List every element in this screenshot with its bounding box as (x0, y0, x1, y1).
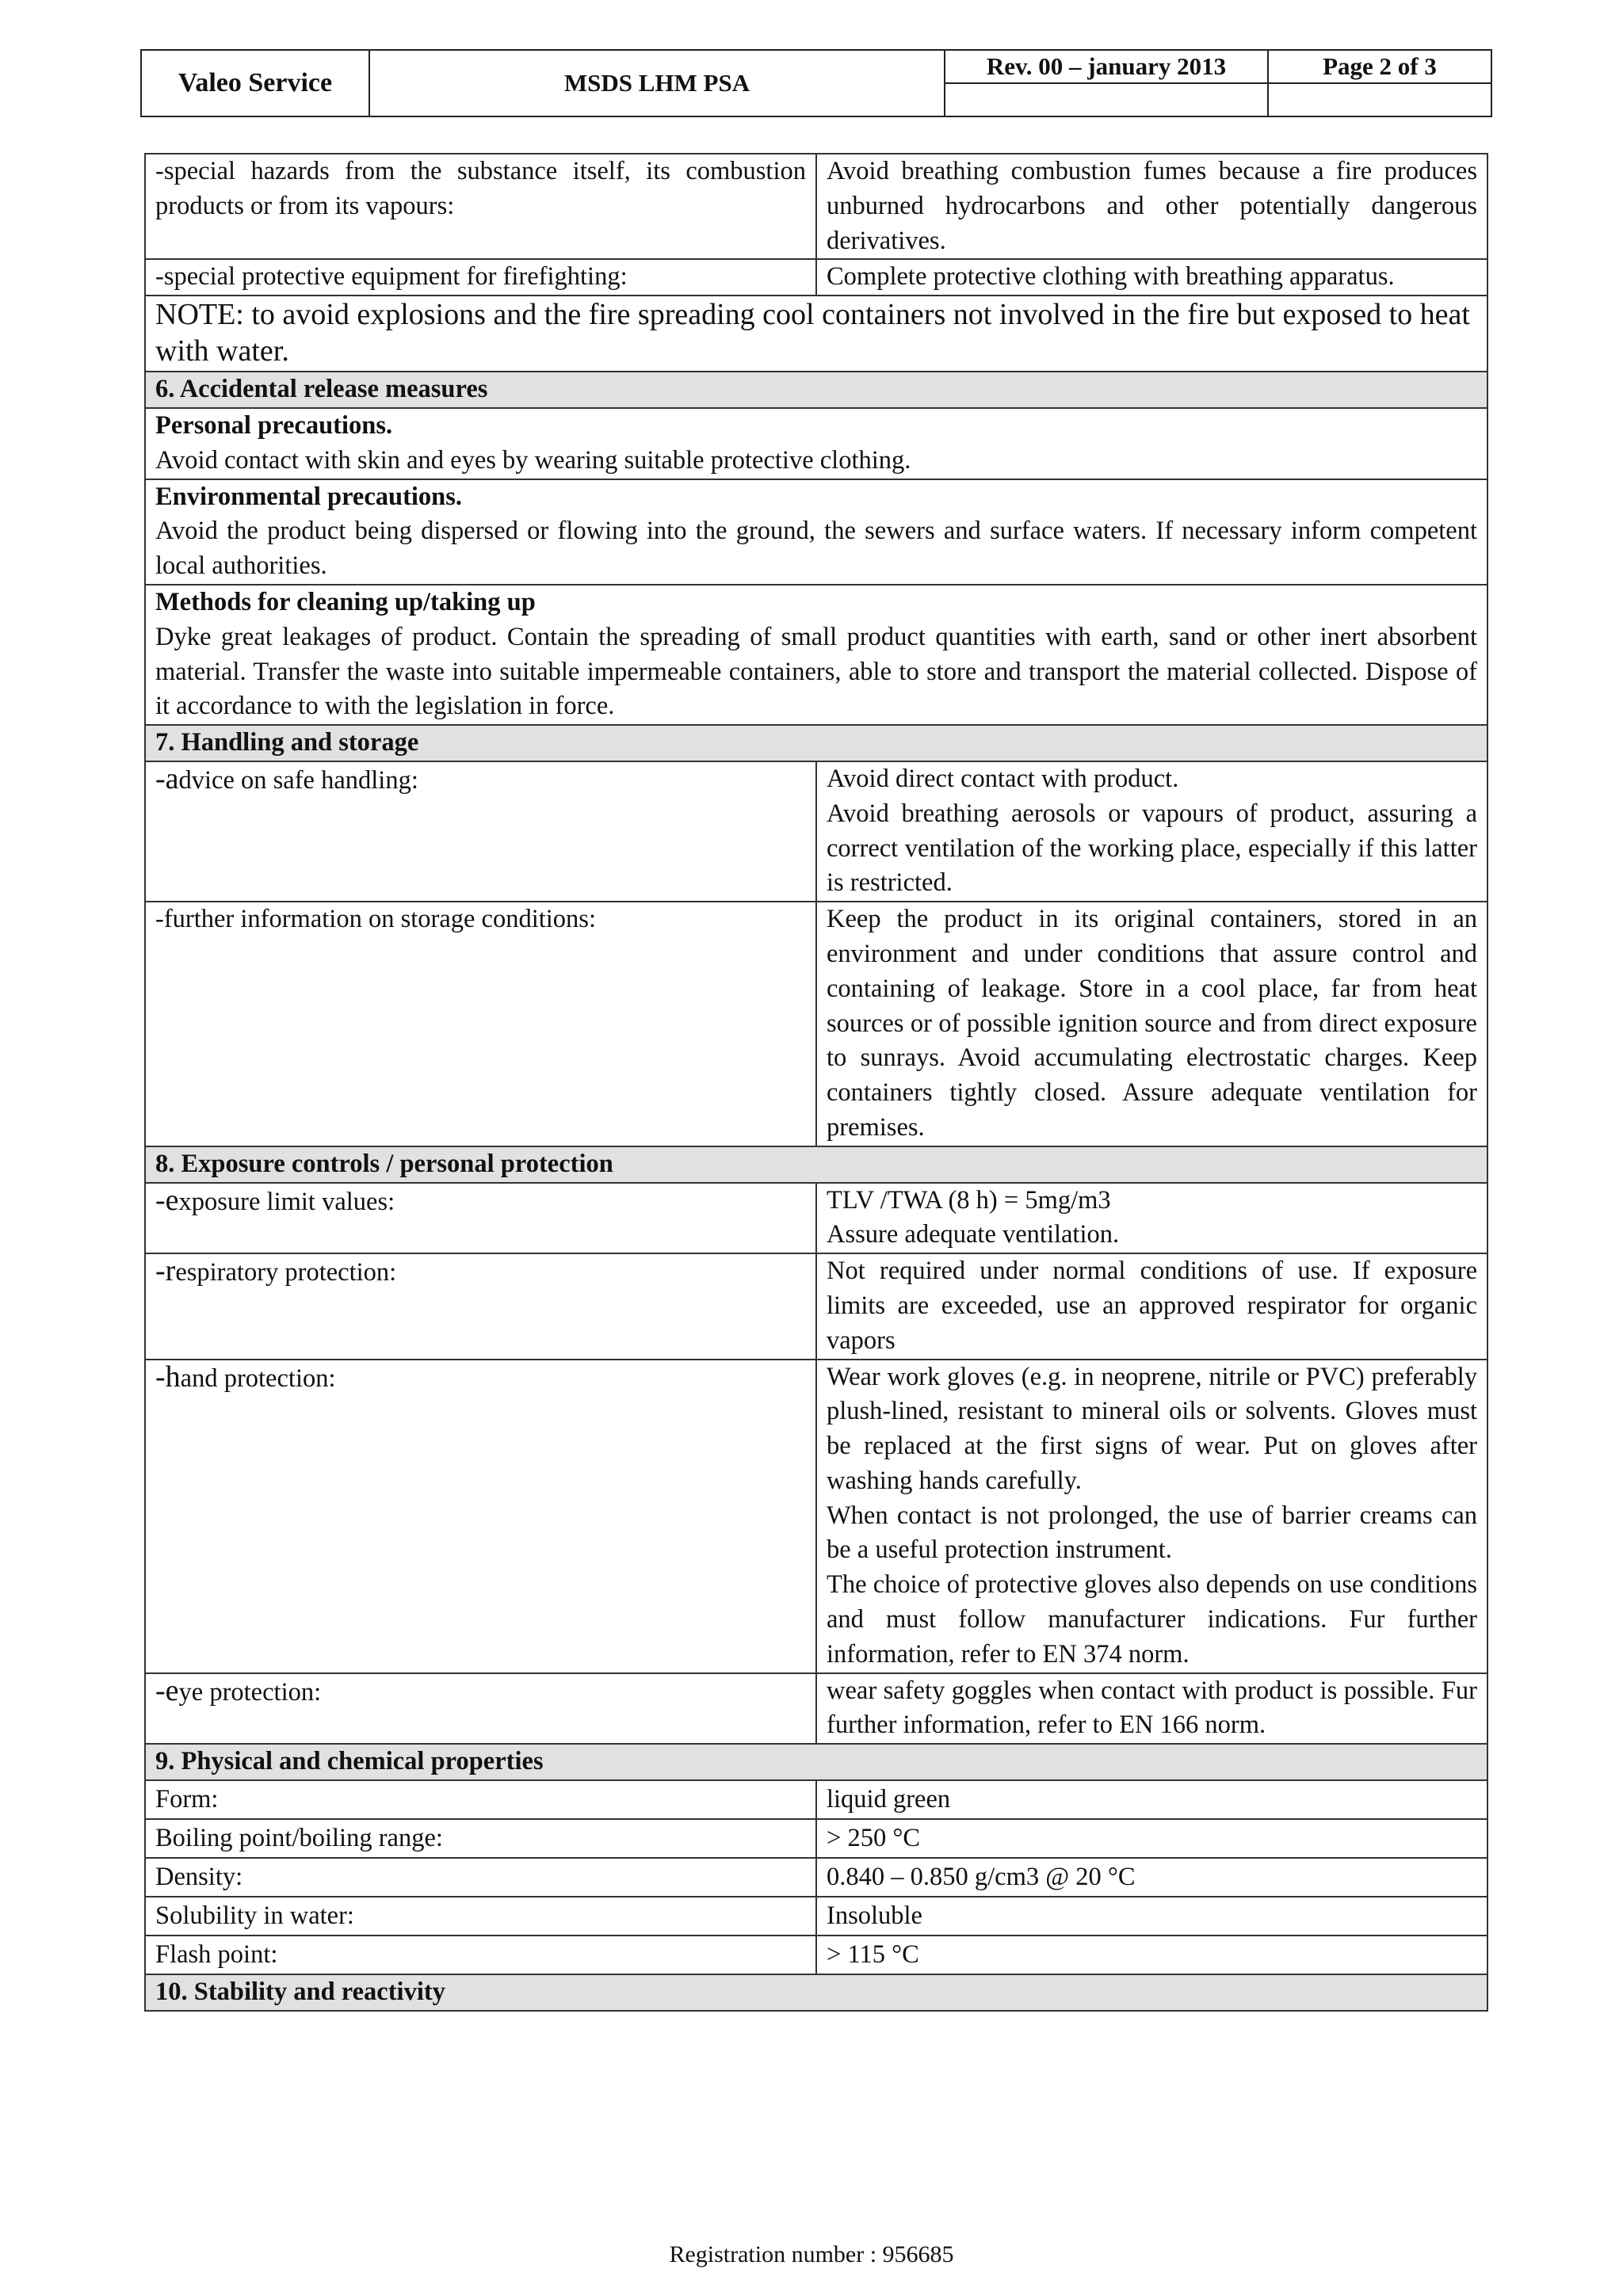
section-heading (145, 372, 1487, 408)
property-name: Form: (145, 1780, 816, 1819)
table-row (145, 154, 1487, 259)
value-line: Avoid breathing aerosols or vapours of product, assuring a correct ventilation of the working place, especially if this latter is restricted. (827, 799, 1477, 898)
table-row (145, 479, 1487, 585)
label-text: espiratory protection: (175, 1258, 397, 1287)
environmental-precautions (145, 479, 1487, 585)
row-label (145, 761, 816, 902)
fire-note: NOTE: to avoid explosions and the fire spreading cool containers not involved in the fire but exposed to heat with water. (145, 296, 1487, 372)
table-row (145, 408, 1487, 479)
table-row (145, 1183, 1487, 1254)
label-text: further information on storage conditions: (163, 905, 596, 934)
value-line: Avoid direct contact with product. (827, 764, 1179, 793)
section-heading (145, 1974, 1487, 2011)
row-value: Avoid breathing combustion fumes because a fire produces unburned hydrocarbons and other potentially dangerous derivatives. (816, 154, 1487, 259)
table-row (145, 761, 1487, 902)
environmental-precautions-title: Environmental precautions. (155, 482, 463, 511)
page-number: Page 2 of 3 (1268, 50, 1491, 83)
property-value: 0.840 – 0.850 g/cm3 @ 20 °C (816, 1858, 1487, 1897)
value-line: The choice of protective gloves also depends on use conditions and must follow manufacturer indications. Fur further information, refer to EN 374 norm. (827, 1570, 1477, 1669)
label-prefix: -r (155, 1254, 176, 1288)
personal-precautions-title: Personal precautions. (155, 410, 393, 440)
table-row (145, 1673, 1487, 1745)
environmental-precautions-text: Avoid the product being dispersed or flowing into the ground, the sewers and surface waters. If necessary inform competent local authorities. (155, 517, 1477, 581)
row-label (145, 1360, 816, 1673)
table-row (145, 1858, 1487, 1897)
value-line: Not required under normal conditions of use. If exposure limits are exceeded, use an approved respirator for organic vapors (827, 1257, 1477, 1355)
label-text: dvice on safe handling: (178, 765, 418, 795)
row-value (816, 1673, 1487, 1745)
personal-precautions-text: Avoid contact with skin and eyes by wearing suitable protective clothing. (155, 445, 911, 475)
value-line: TLV /TWA (8 h) = 5mg/m3 (827, 1185, 1111, 1215)
property-value: Insoluble (816, 1897, 1487, 1936)
value-line: Wear work gloves (e.g. in neoprene, nitrile or PVC) preferably plush-lined, resistant to mineral oils or solvents. Gloves must be replaced at the first signs of wear. Put on gloves after washing hands carefully. (827, 1362, 1477, 1495)
label-prefix: - (155, 905, 164, 934)
cleaning-methods-title: Methods for cleaning up/taking up (155, 587, 536, 616)
property-name: Boiling point/boiling range: (145, 1819, 816, 1858)
section-7-title: 7. Handling and storage (145, 725, 1487, 761)
company-name: Valeo Service (141, 50, 369, 116)
table-row (145, 296, 1487, 372)
cleaning-methods (145, 585, 1487, 725)
row-value (816, 1253, 1487, 1359)
value-line: Keep the product in its original containers, stored in an environment and under conditions that assure control and containing of leakage. Store in a cool place, far from heat sources or of possible ignition source and from direct exposure to sunrays. Avoid accumulating electrostatic charges. Keep containers tightly closed. Assure adequate ventilation for premises. (827, 905, 1477, 1142)
cleaning-methods-text: Dyke great leakages of product. Contain the spreading of small product quantities with earth, sand or other inert absorbent material. Transfer the waste into suitable impermeable containers, able to store and transport the material collected. Dispose of it accordance to with the legislation in force. (155, 622, 1477, 721)
row-label (145, 902, 816, 1146)
header-empty-cell (945, 83, 1268, 116)
table-row (145, 259, 1487, 296)
table-row (145, 1360, 1487, 1673)
property-value: > 115 °C (816, 1936, 1487, 1974)
header-empty-cell (1268, 83, 1491, 116)
table-row (145, 1897, 1487, 1936)
property-value: > 250 °C (816, 1819, 1487, 1858)
label-prefix: -a (155, 761, 179, 795)
row-value (816, 1360, 1487, 1673)
label-prefix: -h (155, 1360, 181, 1394)
property-name: Density: (145, 1858, 816, 1897)
section-heading (145, 1744, 1487, 1780)
personal-precautions (145, 408, 1487, 479)
section-10-title: 10. Stability and reactivity (145, 1974, 1487, 2011)
section-9-title: 9. Physical and chemical properties (145, 1744, 1487, 1780)
row-label (145, 1183, 816, 1254)
table-row (145, 1253, 1487, 1359)
row-label (145, 1253, 816, 1359)
row-value (816, 902, 1487, 1146)
label-text: and protection: (180, 1363, 336, 1393)
row-label (145, 1673, 816, 1745)
table-row (145, 902, 1487, 1146)
table-row (145, 1780, 1487, 1819)
table-row (145, 585, 1487, 725)
row-label: -special hazards from the substance itself, its combustion products or from its vapours: (145, 154, 816, 259)
row-value (816, 761, 1487, 902)
section-heading (145, 1146, 1487, 1183)
value-line: When contact is not prolonged, the use of barrier creams can be a useful protection instrument. (827, 1501, 1477, 1565)
label-prefix: -e (155, 1673, 179, 1707)
label-text: ye protection: (178, 1677, 322, 1707)
value-line: Assure adequate ventilation. (827, 1220, 1120, 1249)
document-header (140, 49, 1492, 117)
row-label: -special protective equipment for firefighting: (145, 259, 816, 296)
table-row (145, 1936, 1487, 1974)
label-text: xposure limit values: (178, 1187, 395, 1216)
table-row (145, 1819, 1487, 1858)
revision-info: Rev. 00 – january 2013 (945, 50, 1268, 83)
document-title: MSDS LHM PSA (369, 50, 945, 116)
property-name: Solubility in water: (145, 1897, 816, 1936)
section-heading (145, 725, 1487, 761)
property-value: liquid green (816, 1780, 1487, 1819)
section-6-title: 6. Accidental release measures (145, 372, 1487, 408)
label-prefix: -e (155, 1183, 179, 1217)
value-line: wear safety goggles when contact with product is possible. Fur further information, refer to EN 166 norm. (827, 1676, 1477, 1740)
registration-number: Registration number : 956685 (669, 2241, 954, 2267)
msds-content-table (144, 153, 1488, 2012)
row-value (816, 1183, 1487, 1254)
section-8-title: 8. Exposure controls / personal protection (145, 1146, 1487, 1183)
row-value: Complete protective clothing with breathing apparatus. (816, 259, 1487, 296)
property-name: Flash point: (145, 1936, 816, 1974)
